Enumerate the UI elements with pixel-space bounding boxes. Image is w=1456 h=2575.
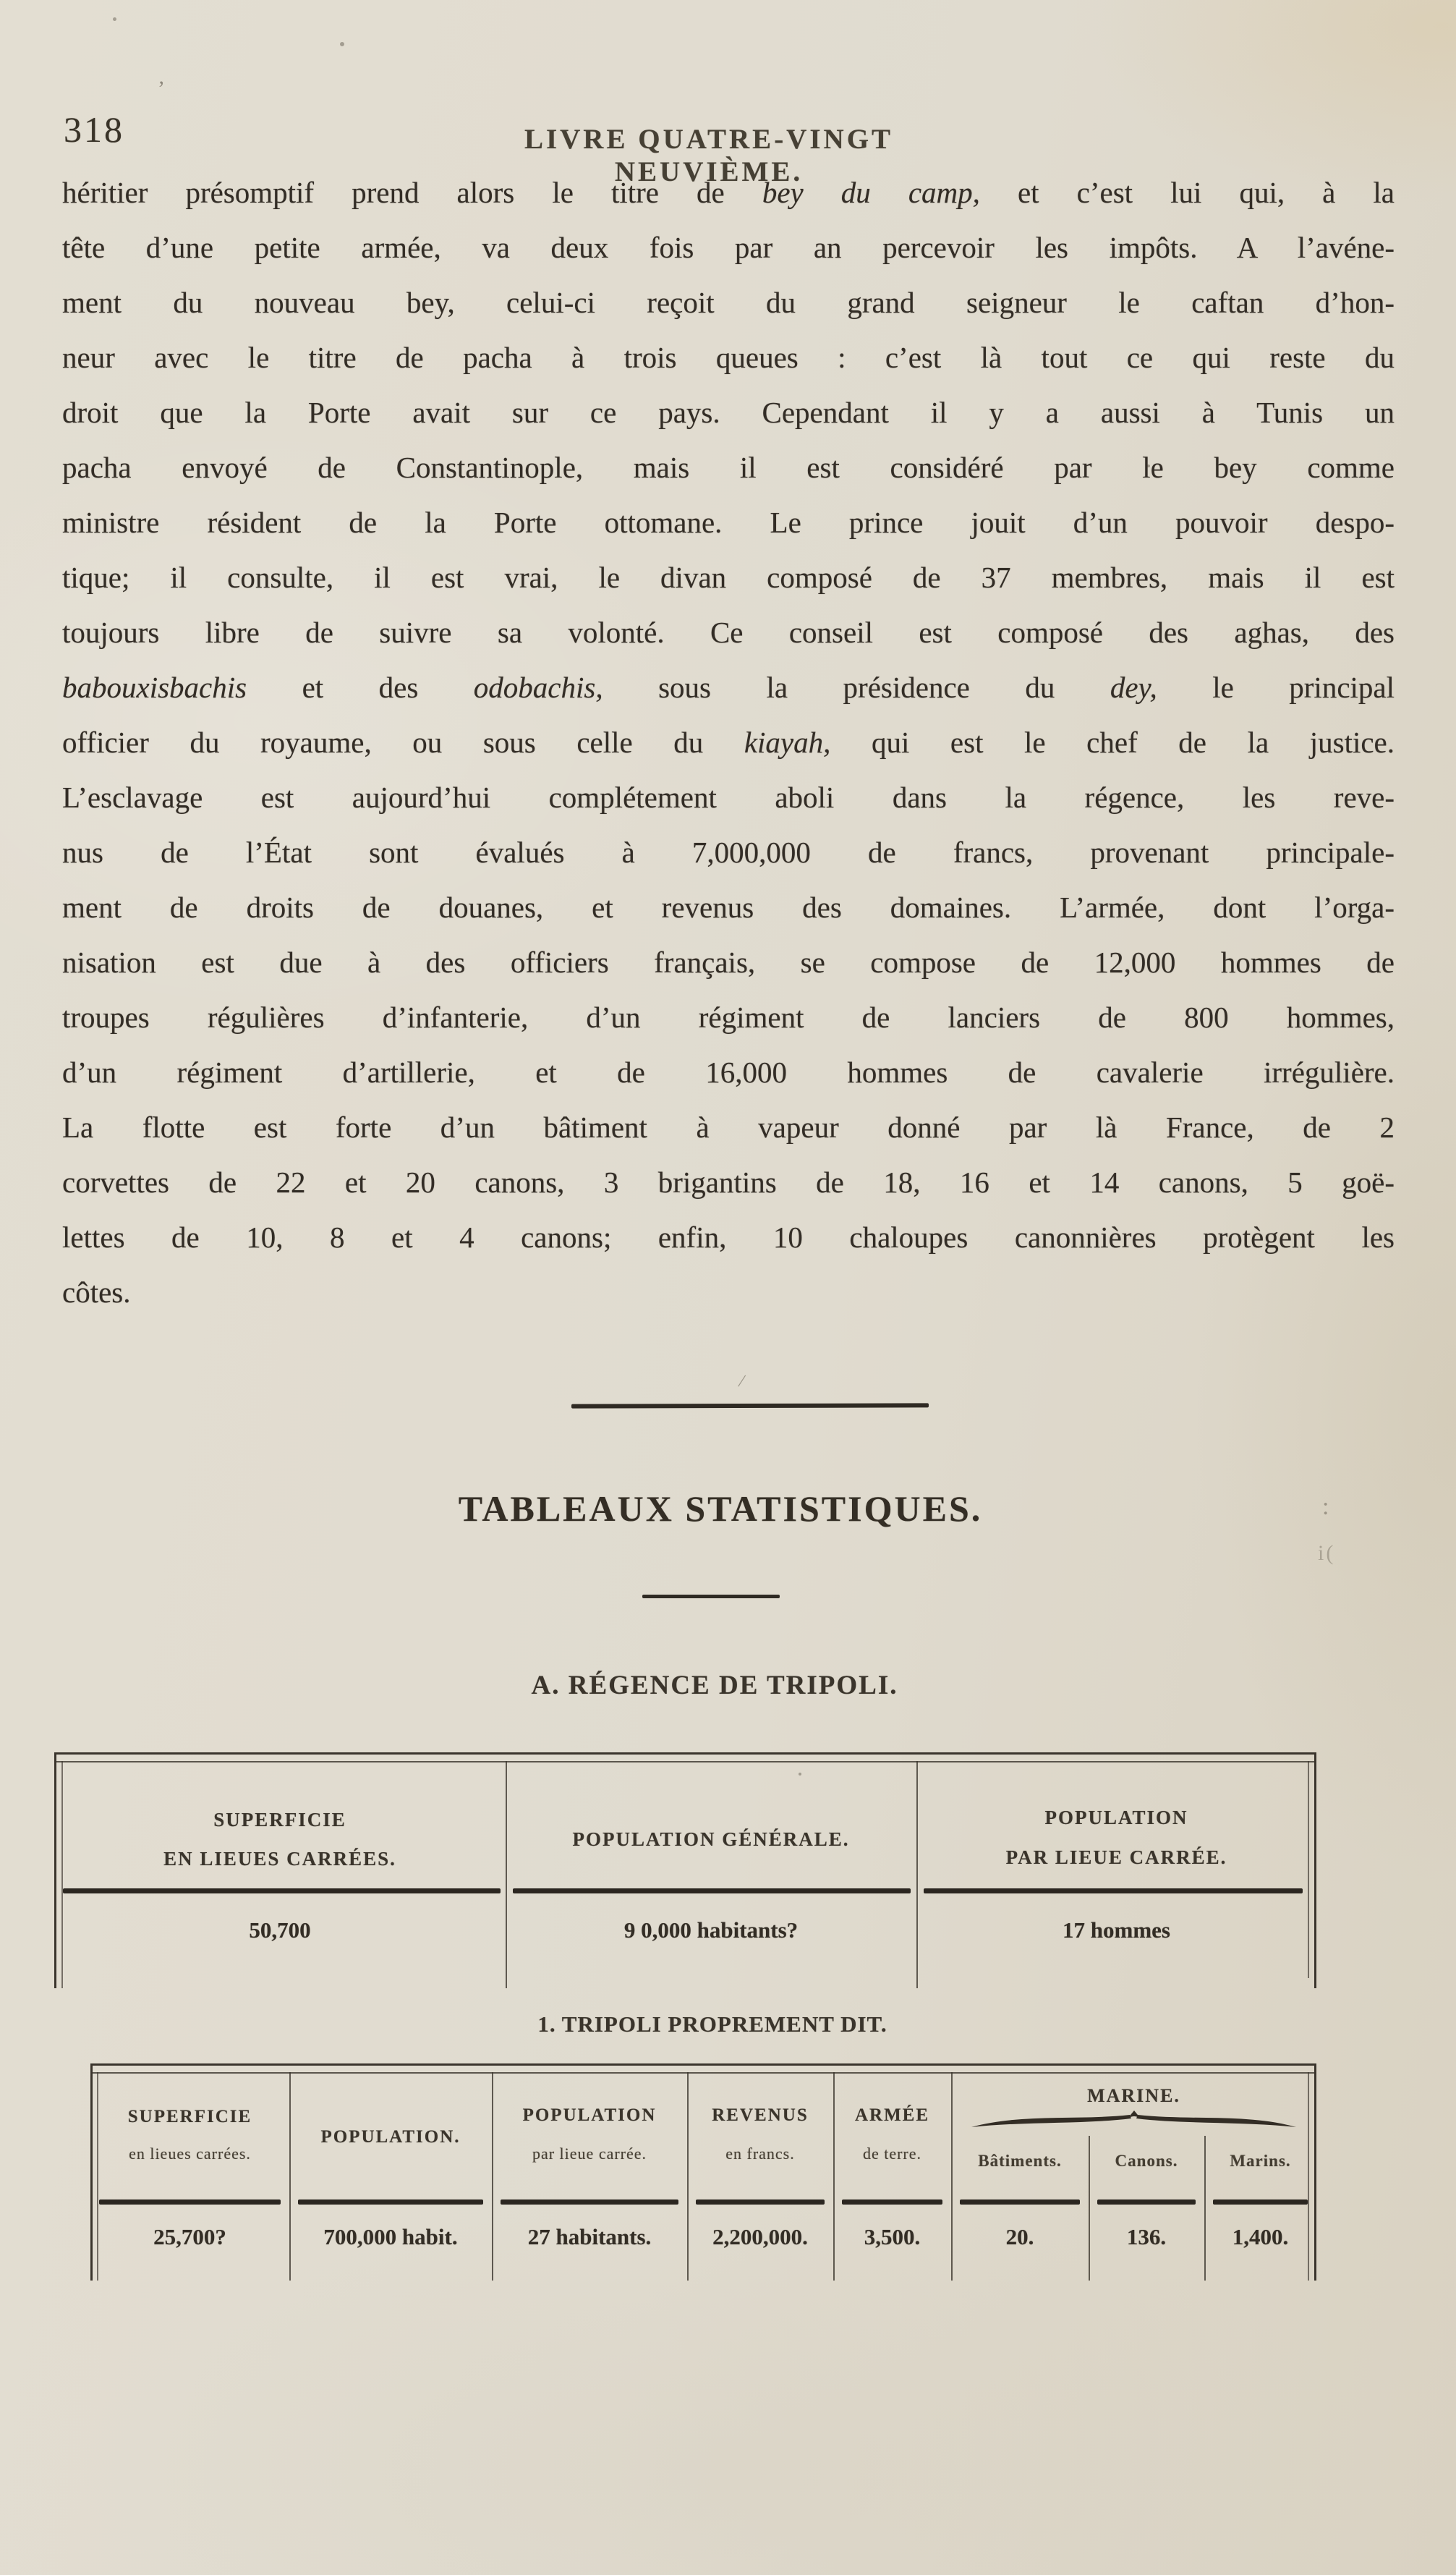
section-divider	[571, 1403, 929, 1408]
header-separator	[501, 2199, 678, 2205]
body-line	[62, 605, 1395, 660]
body-line	[62, 550, 1395, 605]
subsection-1-title: 1. TRIPOLI PROPREMENT DIT.	[537, 2011, 887, 2037]
body-line	[62, 495, 1395, 550]
table-cell: 9 0,000 habitants?	[623, 1917, 799, 1943]
header-separator	[99, 2199, 281, 2205]
italic-term: kiayah,	[744, 726, 831, 759]
body-text: droit que la Porte avait sur ce pays. Cependant il y a aussi à Tunis un	[62, 396, 1395, 429]
header-separator	[1097, 2199, 1196, 2205]
body-text: lettes de 10, 8 et 4 canons; enfin, 10 chaloupes canonnières protègent les	[62, 1221, 1395, 1254]
column-subheader: en francs.	[725, 2145, 795, 2163]
body-line	[62, 1265, 1395, 1320]
body-text: d’un régiment d’artillerie, et de 16,000 hommes de cavalerie irrégulière.	[62, 1056, 1395, 1089]
body-text: qui est le chef de la justice.	[830, 726, 1395, 759]
body-text: le principal	[1157, 671, 1395, 704]
table-cell: 27 habitants.	[527, 2224, 652, 2249]
body-line	[62, 715, 1395, 770]
body-text: La flotte est forte d’un bâtiment à vapeur donné par là France, de 2	[62, 1111, 1395, 1144]
header-separator	[63, 1888, 501, 1893]
margin-mark: :	[1322, 1493, 1329, 1520]
table-cell: 1,400.	[1232, 2224, 1289, 2249]
subsection-divider	[642, 1595, 780, 1598]
ink-speck	[799, 1773, 801, 1776]
table-border-top-inner	[54, 1761, 1316, 1762]
body-text: héritier présomptif prend alors le titre de	[62, 176, 762, 209]
italic-term: dey,	[1110, 671, 1157, 704]
body-text: ment de droits de douanes, et revenus des domaines. L’armée, dont l’orga-	[62, 891, 1395, 924]
body-text: tête d’une petite armée, va deux fois par an percevoir les impôts. A l’avéne-	[62, 231, 1395, 264]
subsection-a-title: A. RÉGENCE DE TRIPOLI.	[531, 1671, 898, 1700]
ink-speck	[340, 42, 344, 46]
body-text: nisation est due à des officiers français, se compose de 12,000 hommes de	[62, 946, 1395, 979]
column-header: SUPERFICIE	[127, 2107, 252, 2126]
body-text: côtes.	[62, 1276, 131, 1309]
marine-subcolumn-header: Marins.	[1230, 2152, 1291, 2170]
header-separator	[696, 2199, 825, 2205]
table-cell: 136.	[1126, 2224, 1167, 2249]
column-header: REVENUS	[712, 2105, 809, 2125]
body-line	[62, 440, 1395, 495]
body-text: ment du nouveau bey, celui-ci reçoit du grand seigneur le caftan d’hon-	[62, 286, 1395, 319]
column-header: POPULATION.	[320, 2127, 461, 2147]
body-text: nus de l’État sont évalués à 7,000,000 de francs, provenant principale-	[62, 836, 1395, 869]
page-number: 318	[64, 109, 124, 150]
table-cell: 17 hommes	[1063, 1917, 1170, 1943]
column-header: EN LIEUES CARRÉES.	[163, 1848, 396, 1870]
table-border-top	[90, 2063, 1316, 2066]
body-line	[62, 220, 1395, 275]
body-line	[62, 660, 1395, 715]
body-line	[62, 1045, 1395, 1100]
column-header: POPULATION	[1044, 1807, 1188, 1828]
running-title: LIVRE QUATRE-VINGT NEUVIÈME.	[524, 124, 894, 187]
column-divider	[506, 1761, 507, 1988]
body-text: corvettes de 22 et 20 canons, 3 brigantins de 18, 16 et 14 canons, 5 goë-	[62, 1166, 1395, 1199]
body-text: ministre résident de la Porte ottomane. Le prince jouit d’un pouvoir despo-	[62, 506, 1395, 539]
ink-mark: ’	[158, 77, 165, 101]
table-border-right-inner	[1308, 1761, 1309, 1978]
body-line	[62, 1155, 1395, 1210]
body-text: et c’est lui qui, à la	[979, 176, 1395, 209]
body-paragraph	[62, 165, 1395, 1320]
column-header: ARMÉE	[854, 2105, 930, 2125]
column-header: POPULATION GÉNÉRALE.	[572, 1828, 850, 1850]
table-cell: 3,500.	[864, 2224, 921, 2249]
header-separator	[960, 2199, 1080, 2205]
table-border-top	[54, 1752, 1316, 1755]
header-separator	[298, 2199, 483, 2205]
table-cell: 20.	[1005, 2224, 1034, 2249]
body-text: troupes régulières d’infanterie, d’un régiment de lanciers de 800 hommes,	[62, 1001, 1395, 1034]
margin-mark: i(	[1318, 1541, 1336, 1565]
table-cell: 2,200,000.	[712, 2224, 808, 2249]
body-line	[62, 935, 1395, 990]
header-separator	[1213, 2199, 1308, 2205]
body-text: tique; il consulte, il est vrai, le divan composé de 37 membres, mais il est	[62, 561, 1395, 594]
header-separator	[513, 1888, 911, 1893]
ink-speck	[1147, 464, 1150, 467]
column-divider	[916, 1761, 918, 1988]
body-text: sous la présidence du	[603, 671, 1110, 704]
body-line	[62, 770, 1395, 825]
body-line	[62, 1210, 1395, 1265]
table-border-right	[1314, 1752, 1316, 1988]
ink-speck	[113, 17, 116, 21]
tripoli-table	[90, 2063, 1316, 2281]
table-border-left-inner	[61, 1761, 63, 1988]
column-subheader: en lieues carrées.	[129, 2145, 251, 2163]
body-line	[62, 165, 1395, 220]
body-text: toujours libre de suivre sa volonté. Ce conseil est composé des aghas, des	[62, 616, 1395, 649]
italic-term: babouxisbachis	[62, 671, 247, 704]
section-title: TABLEAUX STATISTIQUES.	[458, 1488, 983, 1529]
italic-term: odobachis,	[473, 671, 603, 704]
column-subheader: de terre.	[862, 2145, 922, 2163]
body-line	[62, 275, 1395, 330]
ink-mark: /	[736, 1370, 747, 1392]
table-border-top-inner	[90, 2072, 1316, 2074]
body-text: neur avec le titre de pacha à trois queues : c’est là tout ce qui reste du	[62, 341, 1395, 374]
table-cell: 25,700?	[153, 2224, 226, 2249]
body-text: pacha envoyé de Constantinople, mais il est considéré par le bey comme	[62, 451, 1395, 484]
table-cell: 700,000 habit.	[323, 2224, 458, 2249]
table-cell: 50,700	[249, 1917, 311, 1943]
body-line	[62, 825, 1395, 880]
italic-term: bey du camp,	[762, 176, 980, 209]
body-text: et des	[247, 671, 474, 704]
body-line	[62, 385, 1395, 440]
body-text: officier du royaume, ou sous celle du	[62, 726, 744, 759]
table-border-left	[54, 1752, 56, 1988]
body-line	[62, 880, 1395, 935]
marine-subcolumn-header: Bâtiments.	[978, 2152, 1062, 2170]
column-header: PAR LIEUE CARRÉE.	[1005, 1846, 1227, 1868]
marine-brace-ornament	[969, 2110, 1298, 2130]
column-subheader: par lieue carrée.	[532, 2145, 647, 2163]
regence-table	[54, 1752, 1316, 1988]
body-line	[62, 990, 1395, 1045]
column-header: SUPERFICIE	[213, 1809, 346, 1831]
marine-subcolumn-header: Canons.	[1115, 2152, 1178, 2170]
column-header: POPULATION	[522, 2105, 657, 2125]
marine-group-header: MARINE.	[1087, 2085, 1180, 2106]
header-separator	[924, 1888, 1303, 1893]
body-line	[62, 1100, 1395, 1155]
header-separator	[842, 2199, 942, 2205]
body-line	[62, 330, 1395, 385]
body-text: L’esclavage est aujourd’hui complétement aboli dans la régence, les reve-	[62, 781, 1395, 814]
